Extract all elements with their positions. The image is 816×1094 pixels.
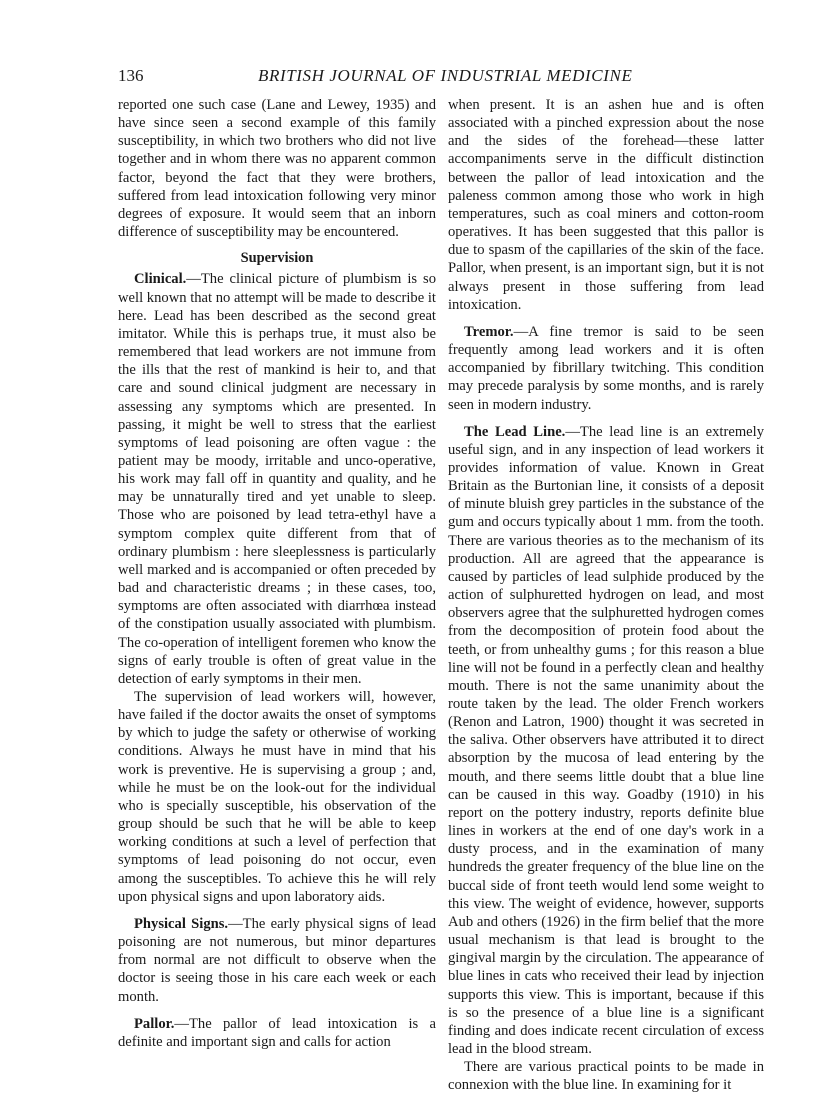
paragraph-pallor — [118, 1015, 436, 1051]
right-column — [448, 96, 764, 1094]
lead-line-text: —The lead line is an extremely useful sign, and in any inspection of lead workers it provides information of value. Known in Great Britain as the Burtonian line, it consists of a deposit of minute bluish grey particles in the substance of the gum and occurs typically about 1 mm. from the tooth. There are various theories as to the mechanism of its production. All are agreed that the appearance is caused by particles of lead sulphide produced by the action of sulphuretted hydrogen on lead, and most observers agree that the sulphuretted hydrogen comes from the decomposition of protein food about the teeth, or from unhealthy gums ; for this reason a blue line will not be found in a perfectly clean and healthy mouth. There is not the same unanimity about the route taken by the lead. The older French workers (Renon and Latron, 1900) thought it was secreted in the saliva. Other observers have attributed it to direct absorption by the mucosa of lead entering by the mouth, and there seems little doubt that a blue line can be caused in this way. Goadby (1910) in his report on the pottery industry, reports definite blue lines in workers at the end of one day's work in a dusty process, and in the examination of many hundreds the greater frequency of the blue line on the buccal side of front teeth would lend some weight to this view. The weight of evidence, however, supports Aub and others (1926) in the firm belief that the more usual mechanism is that lead is brought to the gingival margin by the circulation. The appearance of blue lines in cats who received their lead by injection supports this view. This is important, because if this is so the presence of a blue line is a significant finding and does indicate recent circulation of excess lead in the blood stream. — [448, 423, 764, 1057]
page-number: 136 — [118, 66, 144, 85]
paragraph-supervision-workers: The supervision of lead workers will, however, have failed if the doctor awaits the onset of symptoms by which to judge the safety or otherwise of working conditions. Always he must have in mind that his work is preventive. He is supervising a group ; and, while he must be on the look-out for the individual who is specially susceptible, his observation of the group should be such that he will be able to keep working conditions at such a level of perfection that symptoms of lead poisoning do not occur, even among the susceptibles. To achieve this he will rely upon physical signs and upon laboratory aids. — [118, 689, 436, 905]
paragraph-tremor — [448, 323, 764, 414]
run-in-heading-clinical: Clinical. — [134, 271, 187, 288]
running-header — [118, 66, 764, 90]
run-in-heading-physical-signs: Physical Signs. — [134, 915, 229, 932]
paragraph-lead-line — [448, 423, 764, 1058]
run-in-heading-tremor: Tremor. — [464, 323, 514, 340]
journal-title: BRITISH JOURNAL OF INDUSTRIAL MEDICINE — [258, 66, 633, 85]
paragraph-practical-points: There are various practical points to be made in connexion with the blue line. In examining for it — [448, 1059, 764, 1094]
paragraph-pallor-continued: when present. It is an ashen hue and is often associated with a pinched expression about the nose and the sides of the forehead—these latter accompaniments serve in the difficult distinction between the pallor of lead intoxication and the paleness common among those who work in high temperatures, such as coal miners and cotton-room operatives. It has been suggested that this pallor is due to spasm of the capillaries of the skin of the face. Pallor, when present, is an important sign, but it is not always present in those suffering from lead intoxication. — [448, 97, 764, 313]
paragraph-clinical — [118, 270, 436, 688]
tremor-text: —A fine tremor is said to be seen frequently among lead workers and it is often accompanied by fibrillary twitching. This condition may precede paralysis by some months, and is rarely seen in modern industry. — [448, 323, 764, 413]
physical-signs-text: —The early physical signs of lead poisoning are not numerous, but minor departures from normal are not difficult to observe when the doctor is seeing those in his care each week or each month. — [118, 915, 436, 1005]
paragraph-physical-signs — [118, 915, 436, 1006]
paragraph-family-susceptibility: reported one such case (Lane and Lewey, 1935) and have since seen a second example of this family susceptibility, in which two brothers who did not live together and in whom there was no apparent common factor, beyond the fact that they were brothers, suffered from lead intoxication following very minor degrees of exposure. It would seem that an inborn difference of susceptibility may be encountered. — [118, 97, 436, 241]
section-heading-supervision: Supervision — [240, 250, 314, 267]
clinical-text: —The clinical picture of plumbism is so well known that no attempt will be made to describe it here. Lead has been described as the second great imitator. While this is perhaps true, it must also be remembered that lead workers are not immune from the ills that the rest of mankind is heir to, and that care and sound clinical judgment are necessary in assessing any symptoms which are presented. In passing, it might be well to stress that the earliest symptoms of lead poisoning are often vague : the patient may be moody, irritable and unco-operative, his work may fall off in quantity and quality, and he may be unnaturally tired and yet unable to sleep. Those who are poisoned by lead tetra-ethyl have a symptom complex quite different from that of ordinary plumbism : here sleeplessness is particularly well marked and is accompanied or often preceded by bad and characteristic dreams ; in these cases, too, symptoms are often associated with diarrhœa instead of the constipation usually associated with plumbism. The co-operation of intelligent foremen who know the signs of early trouble is often of great value in the detection of early symptoms in their men. — [118, 271, 436, 687]
left-column — [118, 96, 436, 1051]
pallor-text: —The pallor of lead intoxication is a definite and important sign and calls for action — [118, 1015, 436, 1050]
run-in-heading-lead-line: The Lead Line. — [464, 423, 566, 440]
run-in-heading-pallor: Pallor. — [134, 1015, 175, 1032]
